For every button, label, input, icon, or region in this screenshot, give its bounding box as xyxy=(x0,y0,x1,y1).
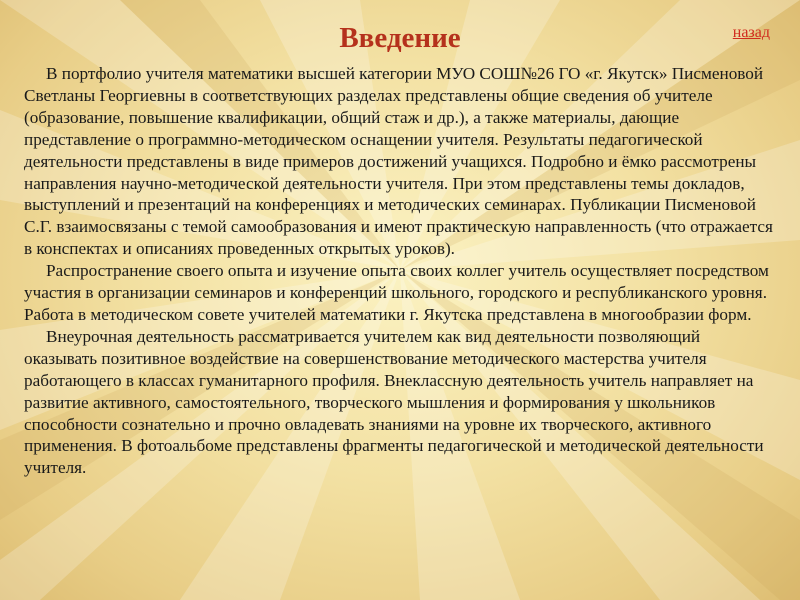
intro-text-block xyxy=(24,63,776,479)
paragraph-portfolio-overview: В портфолио учителя математики высшей категории МУО СОШ№26 ГО «г. Якутск» Писменовой Светланы Георгиевны в соответствующих разделах представлены общие сведения об учителе (образование, повышение квалификации, общий стаж и др.), а также материалы, дающие представление о программно-методическом оснащении учителя. Результаты педагогической деятельности представлены в виде примеров достижений учащихся. Подробно и ёмко рассмотрены направления научно-методической деятельности учителя. При этом представлены темы докладов, выступлений и презентаций на конференциях и методических семинарах. Публикации Писменовой С.Г. взаимосвязаны с темой самообразования и имеют практическую направленность (что отражается в конспектах и описаниях проведенных открытых уроков). xyxy=(24,64,773,259)
paragraph-extracurricular: Внеурочная деятельность рассматривается учителем как вид деятельности позволяющий оказывать позитивное воздействие на совершенствование методического мастерства учителя работающего в классах гуманитарного профиля. Внеклассную деятельность учитель направляет на развитие активного, самостоятельного, творческого мышления и формирования у школьников способности сознательно и прочно овладевать знаниями на уровне их творческого, активного применения. В фотоальбоме представлены фрагменты педагогической и методической деятельности учителя. xyxy=(24,326,764,478)
slide-title: Введение xyxy=(339,22,461,54)
paragraph-experience-sharing: Распространение своего опыта и изучение опыта своих коллег учитель осуществляет посредством участия в организации семинаров и конференций школьного, городского и республиканского уровня. Работа в методическом совете учителей математики г. Якутска представлена в многообразии форм. xyxy=(24,261,769,324)
back-link[interactable]: назад xyxy=(732,24,770,41)
